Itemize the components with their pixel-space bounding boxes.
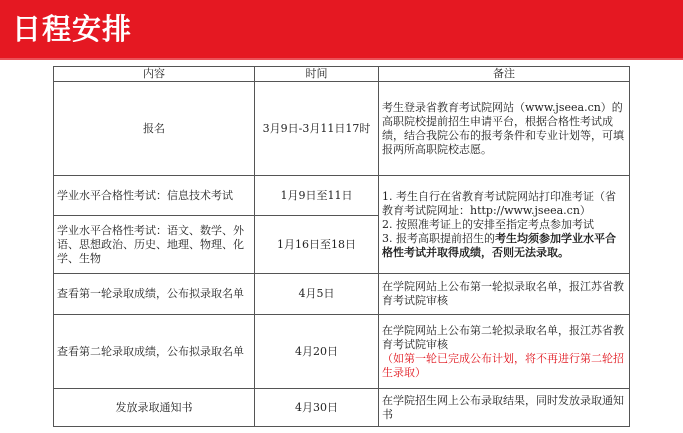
row-time: 1月9日至11日 <box>255 176 379 216</box>
table-row <box>54 82 630 176</box>
header-time: 时间 <box>255 67 379 82</box>
schedule-table <box>53 66 630 427</box>
row-note: 在学院招生网上公布录取结果，同时发放录取通知书 <box>379 389 630 427</box>
row-time: 4月20日 <box>255 315 379 389</box>
row-content: 学业水平合格性考试：语文、数学、外语、思想政治、历史、地理、物理、化学、生物 <box>54 216 255 274</box>
table-row <box>54 389 630 427</box>
table-row <box>54 176 630 216</box>
exam-note-line-2: 2. 按照准考证上的安排至指定考点参加考试 <box>382 217 594 231</box>
banner-divider <box>0 58 683 60</box>
row-note: 在学院网站上公布第二轮拟录取名单，报江苏省教育考试院审核 <box>382 323 624 351</box>
header-banner <box>0 0 683 60</box>
row-content: 发放录取通知书 <box>54 389 255 427</box>
table-row <box>54 315 630 389</box>
exam-note-line-3 <box>382 232 626 260</box>
row-time: 4月5日 <box>255 274 379 315</box>
exam-note-line-3-plain: 3. 报考高职提前招生的 <box>382 231 495 245</box>
exam-note-line-1: 1. 考生自行在省教育考试院网站打印准考证（省教育考试院网址：http://www.jseea.cn） <box>382 189 616 217</box>
table-row <box>54 274 630 315</box>
table-header-row <box>54 67 630 82</box>
row-content: 查看第二轮录取成绩，公布拟录取名单 <box>54 315 255 389</box>
page-title: 日程安排 <box>12 12 133 46</box>
row-content: 报名 <box>54 82 255 176</box>
row-note-cell <box>379 315 630 389</box>
row-note-warning: （如第一轮已完成公布计划，将不再进行第二轮招生录取） <box>382 351 624 379</box>
exam-note-cell <box>379 176 630 274</box>
row-content: 学业水平合格性考试：信息技术考试 <box>54 176 255 216</box>
row-time: 3月9日-3月11日17时 <box>255 82 379 176</box>
exam-note-line-3-bold: 考生均须参加学业水平合格性考试并取得成绩 <box>382 231 616 259</box>
header-content: 内容 <box>54 67 255 82</box>
row-note: 在学院网站上公布第一轮拟录取名单，报江苏省教育考试院审核 <box>379 274 630 315</box>
row-content: 查看第一轮录取成绩，公布拟录取名单 <box>54 274 255 315</box>
row-time: 1月16日至18日 <box>255 216 379 274</box>
header-note: 备注 <box>379 67 630 82</box>
row-time: 4月30日 <box>255 389 379 427</box>
row-note: 考生登录省教育考试院网站（www.jseea.cn）的高职院校提前招生申请平台，根据合格性考试成绩，结合我院公布的报考条件和专业计划等，可填报两所高职院校志愿。 <box>379 82 630 176</box>
exam-note-line-3-tail: ，否则无法录取。 <box>481 245 569 259</box>
